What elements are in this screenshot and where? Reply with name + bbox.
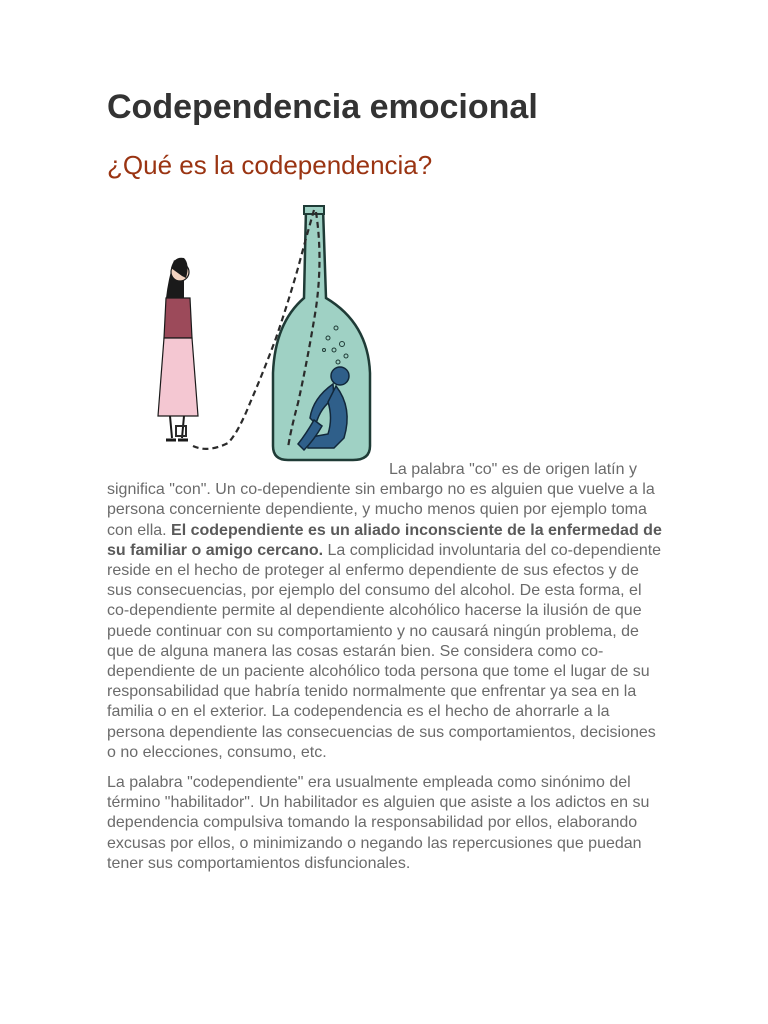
paragraph-2: La palabra "codependiente" era usualmente empleada como sinónimo del término "habilitador". Un habilitador es alguien que asiste a los adictos en su dependencia compulsiva tomando la responsabilidad por ellos, elaborando excusas por ellos, o minimizando o negando las repercusiones que puedan tener sus comportamientos disfuncionales. (107, 774, 650, 872)
paragraph-1-first-line: La palabra "co" es de origen latín y (389, 461, 637, 478)
codependency-illustration (138, 198, 388, 470)
bottle-shape (273, 208, 370, 460)
paragraph-1-part-a: significa "con". Un co-dependiente sin embargo no es alguien que vuelve a la persona concerniente dependiente, y mucho menos quien por ejemplo toma con ella. (107, 481, 655, 539)
woman-figure (158, 258, 198, 440)
section-title: ¿Qué es la codependencia? (107, 150, 433, 180)
paragraph-1-part-b: La complicidad involuntaria del co-dependiente reside en el hecho de proteger al enfermo dependiente de sus efectos y de sus consecuencias, por ejemplo del consumo del alcohol. De esta forma, el co-dependiente permite al dependiente alcohólico hacerse la ilusión de que puede continuar con su comportamiento y no causará ningún problema, de que de alguna manera las cosas estarán bien. Se considera como co-dependiente de un paciente alcohólico toda persona que tome el lugar de su responsabilidad que habría tenido normalmente que enfrentar ya sea en la familia o en el exterior. La codependencia es el hecho de ahorrarle a la persona dependiente las consecuencias de sus comportamientos, decisiones o no elecciones, consumo, etc. (107, 541, 662, 761)
page-title: Codependencia emocional (107, 88, 538, 126)
paragraph-1-bold: El codependiente es un aliado inconsciente de la enfermedad de su familiar o amigo cercano. (107, 521, 662, 559)
article-body (107, 460, 667, 884)
paragraph-1 (107, 460, 667, 763)
